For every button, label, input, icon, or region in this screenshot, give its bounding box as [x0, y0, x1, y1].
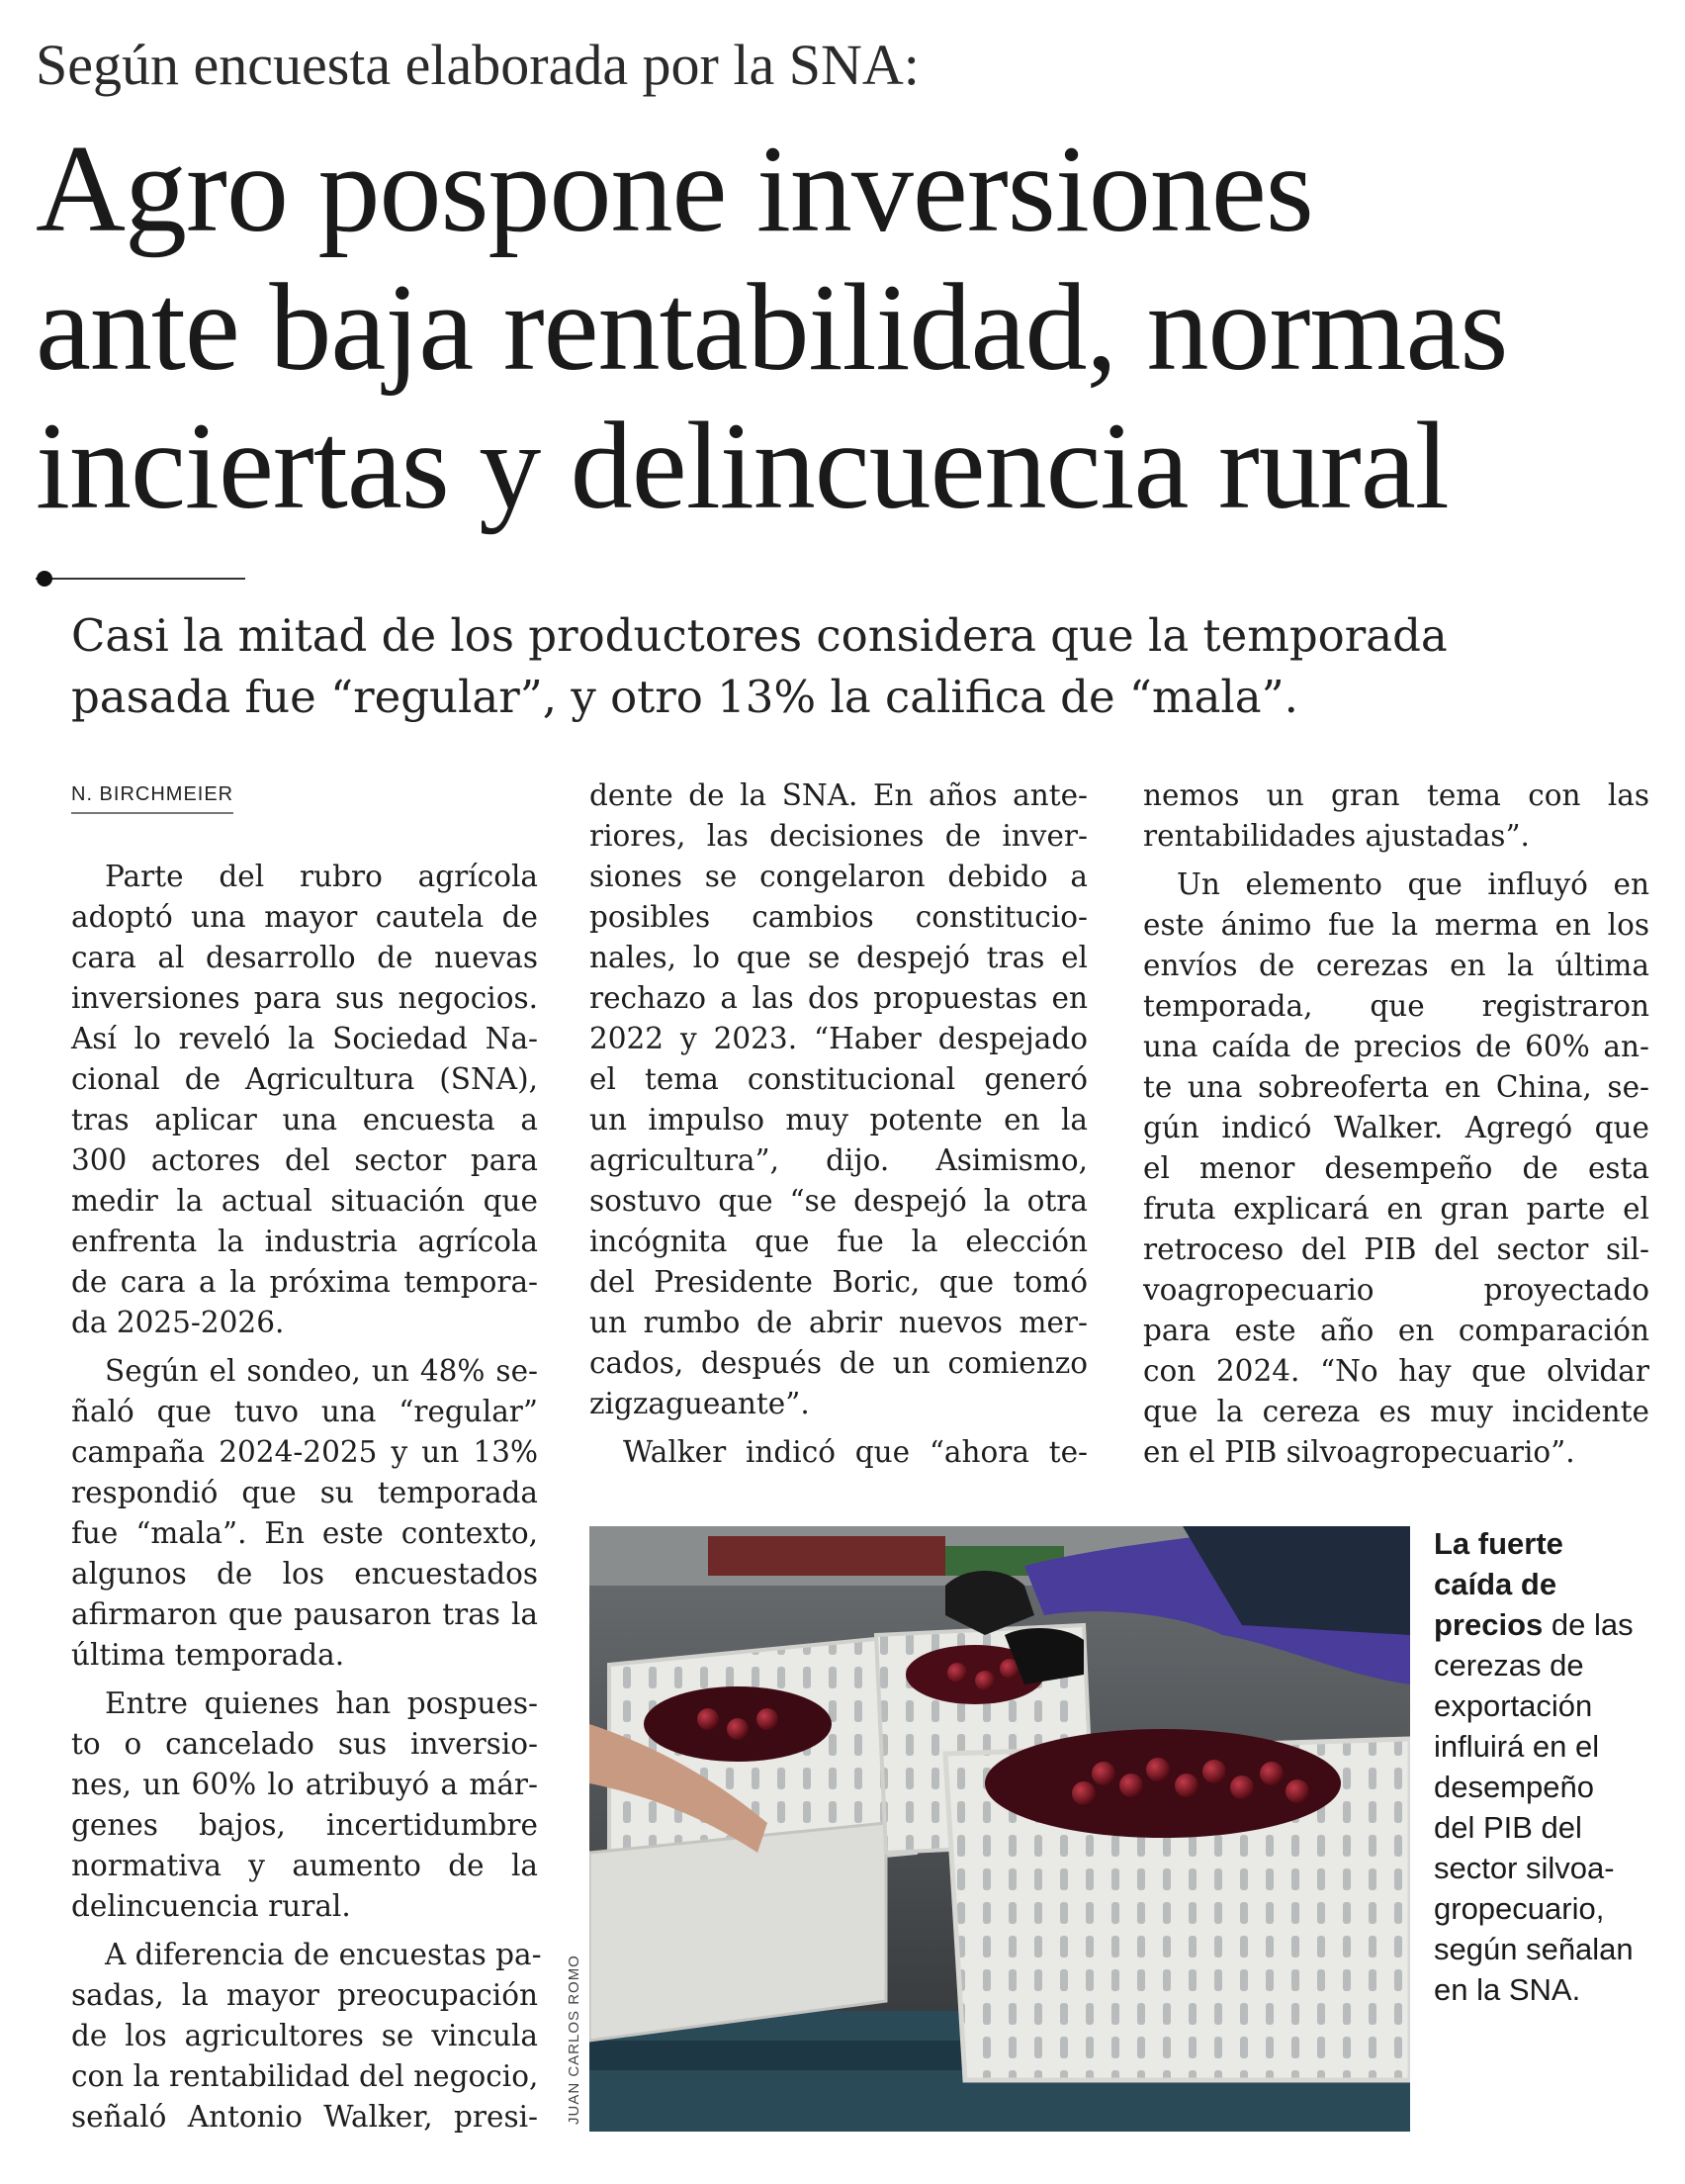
- caption-line: según señalan: [1434, 1932, 1634, 1966]
- body-line: 300 actores del sector para: [71, 1143, 538, 1177]
- body-line: con la rentabilidad del negocio,: [71, 2059, 539, 2093]
- body-line: siones se congelaron debido a: [589, 860, 1088, 893]
- photo-illustration: [589, 1526, 1410, 2132]
- caption-line: influirá en el: [1434, 1729, 1600, 1764]
- body-line: nes, un 60% lo atribuyó a már-: [71, 1768, 538, 1801]
- caption-line: cerezas de: [1434, 1648, 1584, 1683]
- byline: N. BIRCHMEIER: [71, 783, 233, 814]
- body-paragraph: [1143, 775, 1649, 857]
- body-line: to o cancelado sus inversio-: [71, 1727, 538, 1761]
- body-column-1: [71, 857, 542, 2138]
- body-line: genes bajos, incertidumbre: [71, 1808, 538, 1842]
- caption-line: exportación: [1434, 1688, 1593, 1723]
- body-line: cional de Agricultura (SNA),: [71, 1062, 538, 1096]
- body-line: algunos de los encuestados: [71, 1557, 538, 1591]
- headline-line: ante baja rentabilidad, normas: [36, 259, 1508, 397]
- body-line: afirmaron que pausaron tras la: [71, 1597, 538, 1631]
- body-line: Walker indicó que “ahora te-: [623, 1435, 1088, 1469]
- caption-line: en la SNA.: [1434, 1972, 1581, 2007]
- deck-rule: [36, 578, 245, 580]
- body-line: campaña 2024-2025 y un 13%: [71, 1435, 538, 1469]
- body-line: gún indicó Walker. Agregó que: [1143, 1111, 1649, 1144]
- body-line: para este año en comparación: [1143, 1314, 1649, 1347]
- body-line: incógnita que fue la elección: [589, 1225, 1088, 1258]
- body-line: un impulso muy potente en la: [589, 1103, 1088, 1137]
- body-paragraph: [71, 1935, 542, 2138]
- body-paragraph: [589, 1432, 1088, 1473]
- body-line: normativa y aumento de la: [71, 1849, 538, 1882]
- paragraph-gap: [71, 1676, 538, 1684]
- body-line: posibles cambios constitucio-: [589, 900, 1088, 934]
- caption-line: desempeño: [1434, 1770, 1595, 1804]
- headline-line: Agro pospone inversiones: [36, 121, 1313, 258]
- paragraph-gap: [71, 1343, 538, 1351]
- body-line: última temporada.: [71, 1638, 345, 1672]
- body-line: medir la actual situación que: [71, 1184, 538, 1218]
- deck-line: Casi la mitad de los productores considera que la temporada: [71, 609, 1448, 662]
- caption-line: gropecuario,: [1434, 1891, 1605, 1926]
- body-line: inversiones para sus negocios.: [71, 981, 538, 1015]
- body-line: envíos de cerezas en la última: [1143, 949, 1649, 982]
- body-paragraph: [589, 775, 1088, 1424]
- body-line: de cara a la próxima tempora-: [71, 1265, 538, 1299]
- headline-line: inciertas y delincuencia rural: [36, 398, 1449, 535]
- body-line: Un elemento que influyó en: [1177, 867, 1649, 901]
- body-line: fue “mala”. En este contexto,: [71, 1516, 538, 1550]
- body-line: ñaló que tuvo una “regular”: [71, 1395, 538, 1428]
- body-line: agricultura”, dijo. Asimismo,: [589, 1143, 1088, 1177]
- body-line: del Presidente Boric, que tomó: [589, 1265, 1088, 1299]
- caption-line: [1434, 1564, 1661, 1604]
- body-line: adoptó una mayor cautela de: [71, 900, 538, 934]
- body-line: un rumbo de abrir nuevos mer-: [589, 1306, 1088, 1339]
- body-line: voagropecuario proyectado: [1143, 1273, 1649, 1307]
- body-line: Así lo reveló la Sociedad Na-: [71, 1022, 538, 1055]
- body-line: de los agricultores se vincula: [71, 2019, 538, 2052]
- caption-bold: caída de: [1434, 1567, 1557, 1601]
- body-line: el tema constitucional generó: [589, 1062, 1088, 1096]
- body-line: te una sobreoferta en China, se-: [1143, 1070, 1649, 1104]
- caption-line: sector silvoa-: [1434, 1851, 1615, 1885]
- paragraph-gap: [71, 1927, 538, 1935]
- body-line: que la cereza es muy incidente: [1143, 1395, 1649, 1428]
- body-line: con 2024. “No hay que olvidar: [1143, 1354, 1649, 1388]
- body-line: sostuvo que “se despejó la otra: [589, 1184, 1088, 1218]
- body-paragraph: [1143, 864, 1649, 1473]
- body-paragraph: [71, 1351, 538, 1676]
- deck-rule-dot: [37, 571, 52, 587]
- body-line: da 2025-2026.: [71, 1306, 285, 1339]
- body-line: retroceso del PIB del sector sil-: [1143, 1232, 1649, 1266]
- body-line: una caída de precios de 60% an-: [1143, 1030, 1649, 1063]
- caption-text: de las: [1543, 1607, 1634, 1642]
- caption-line: [1434, 1604, 1661, 1645]
- photo-credit: JUAN CARLOS ROMO: [566, 1955, 582, 2125]
- caption-line: del PIB del: [1434, 1810, 1582, 1845]
- headline: [36, 121, 1667, 536]
- body-line: Parte del rubro agrícola: [105, 860, 538, 893]
- body-paragraph: [71, 857, 538, 1343]
- body-line: Según el sondeo, un 48% se-: [105, 1354, 538, 1388]
- kicker: Según encuesta elaborada por la SNA:: [36, 33, 920, 97]
- deck-line: pasada fue “regular”, y otro 13% la califica de “mala”.: [71, 671, 1298, 723]
- paragraph-gap: [1143, 857, 1649, 864]
- body-line: Entre quienes han pospues-: [105, 1686, 538, 1720]
- body-line: el menor desempeño de esta: [1143, 1151, 1649, 1185]
- body-line: enfrenta la industria agrícola: [71, 1225, 538, 1258]
- body-paragraph: [71, 1684, 538, 1927]
- deck: [71, 605, 1653, 728]
- body-line: sadas, la mayor preocupación: [71, 1978, 538, 2012]
- body-line: riores, las decisiones de inver-: [589, 819, 1088, 853]
- cherry-sorting-photo: [589, 1526, 1410, 2132]
- caption-bold: La fuerte: [1434, 1526, 1563, 1561]
- caption-bold: precios: [1434, 1607, 1544, 1642]
- body-line: delincuencia rural.: [71, 1889, 351, 1923]
- body-line: nales, lo que se despejó tras el: [589, 941, 1088, 974]
- body-column-2: [589, 775, 1088, 1473]
- body-line: zigzagueante”.: [589, 1387, 810, 1420]
- caption-line: [1434, 1523, 1661, 1564]
- photo-caption: [1434, 1523, 1661, 2010]
- body-line: cara al desarrollo de nuevas: [71, 941, 538, 974]
- body-line: rentabilidades ajustadas”.: [1143, 819, 1530, 853]
- body-line: tras aplicar una encuesta a: [71, 1103, 538, 1137]
- body-line: cados, después de un comienzo: [589, 1346, 1088, 1380]
- body-line: dente de la SNA. En años ante-: [589, 778, 1088, 812]
- body-line: 2022 y 2023. “Haber despejado: [589, 1022, 1088, 1055]
- body-line: A diferencia de encuestas pa-: [105, 1938, 542, 1971]
- body-line: señaló Antonio Walker, presi-: [71, 2100, 538, 2134]
- body-line: este ánimo fue la merma en los: [1143, 908, 1649, 942]
- body-line: respondió que su temporada: [71, 1476, 538, 1509]
- paragraph-gap: [589, 1424, 1088, 1432]
- body-line: fruta explicará en gran parte el: [1143, 1192, 1649, 1226]
- body-line: nemos un gran tema con las: [1143, 778, 1649, 812]
- body-line: rechazo a las dos propuestas en: [589, 981, 1088, 1015]
- body-column-3: [1143, 775, 1649, 1473]
- body-line: en el PIB silvoagropecuario”.: [1143, 1435, 1575, 1469]
- body-line: temporada, que registraron: [1143, 989, 1649, 1023]
